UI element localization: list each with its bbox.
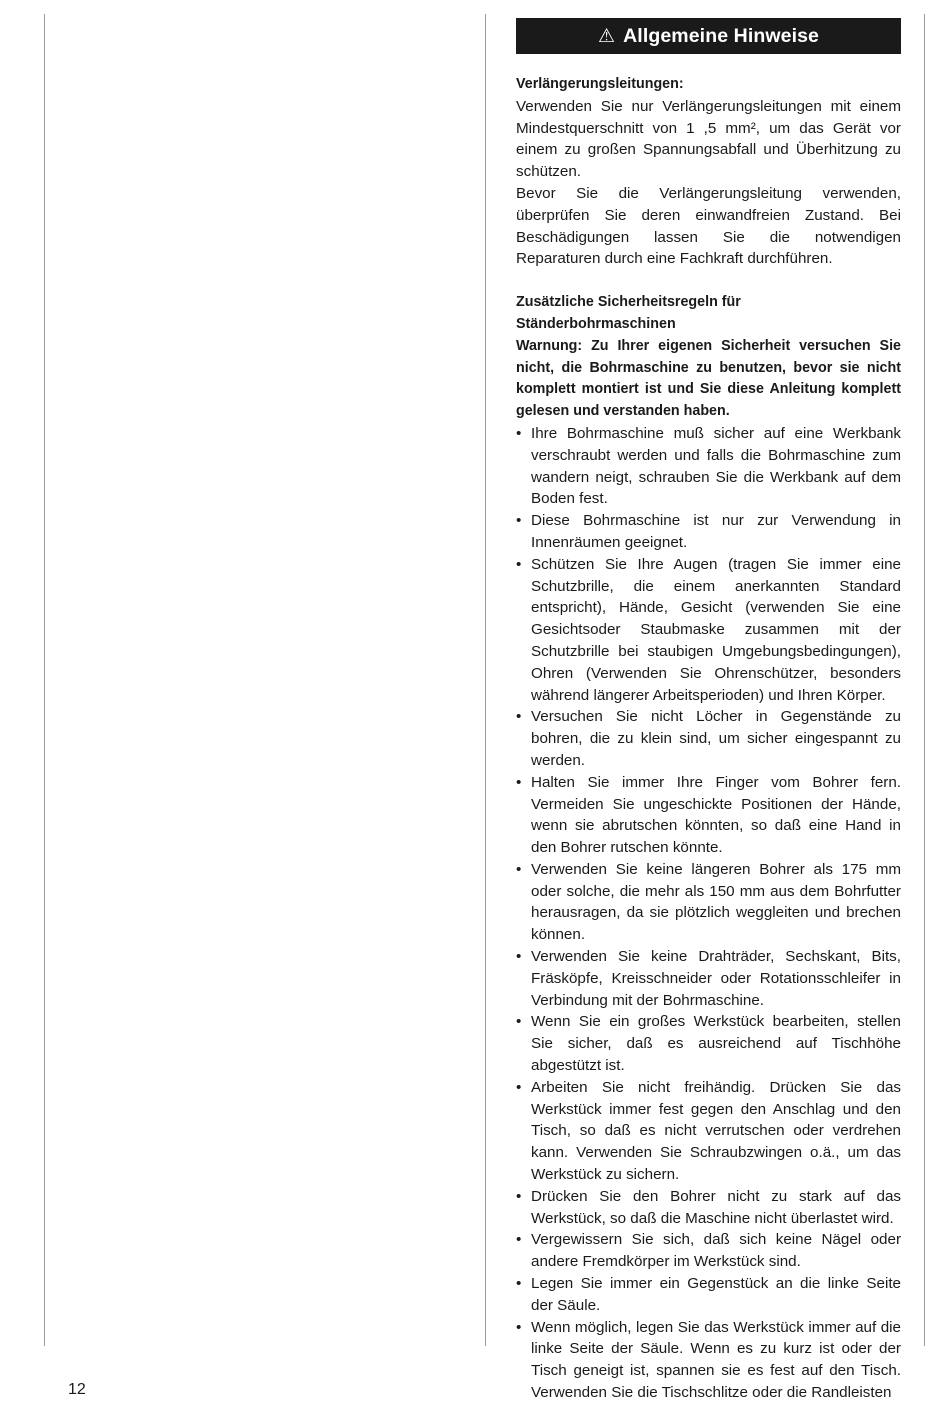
extension-cords-heading: Verlängerungsleitungen: <box>516 76 684 92</box>
list-item: • Verwenden Sie keine Drahträder, Sechskant, Bits, Fräsköpfe, Kreisschneider oder Rotationsschleifer in Verbindung mit der Bohrmaschine. <box>516 946 901 1011</box>
extension-cords-text-1: Verwenden Sie nur Verlängerungsleitungen mit einem Mindestquerschnitt von 1 ,5 mm², um das Gerät vor einem zu großen Spannungsabfall und Überhitzung zu schützen. <box>516 97 901 181</box>
extension-cords-section <box>516 74 901 270</box>
list-item: • Wenn möglich, legen Sie das Werkstück immer auf die linke Seite der Säule. Wenn es zu kurz ist oder der Tisch geneigt ist, spannen sie es fest auf den Tisch. Verwenden Sie die Tischschlitze oder die Randleisten <box>516 1317 901 1404</box>
safety-rules-heading: Zusätzliche Sicherheitsregeln für Ständerbohrmaschinen <box>516 294 741 332</box>
list-item: • Diese Bohrmaschine ist nur zur Verwendung in Innenräumen geeignet. <box>516 510 901 554</box>
list-item: • Versuchen Sie nicht Löcher in Gegenstände zu bohren, die zu klein sind, um sicher eingespannt zu werden. <box>516 706 901 771</box>
extension-cords-text-2: Bevor Sie die Verlängerungsleitung verwenden, überprüfen Sie deren einwandfreien Zustand. Bei Beschädigungen lassen Sie die notwendigen Reparaturen durch eine Fachkraft durchführen. <box>516 184 901 268</box>
list-item: • Arbeiten Sie nicht freihändig. Drücken Sie das Werkstück immer fest gegen den Anschlag und den Tisch, so daß es nicht verrutschen oder verdrehen kann. Verwenden Sie Schraubzwingen o.ä., um das Werkstück zu sichern. <box>516 1077 901 1186</box>
list-item: • Drücken Sie den Bohrer nicht zu stark auf das Werkstück, so daß die Maschine nicht überlastet wird. <box>516 1186 901 1230</box>
list-item: • Schützen Sie Ihre Augen (tragen Sie immer eine Schutzbrille, die einem anerkannten Standard entspricht), Hände, Gesicht (verwenden Sie eine Gesichtsoder Staubmaske zusammen mit der Schutzbrille bei staubigen Umgebungsbedingungen), Ohren (Verwenden Sie Ohrenschützer, besonders während längerer Arbeitsperioden) und Ihren Körper. <box>516 554 901 707</box>
safety-rules-list <box>516 423 901 1404</box>
left-margin-rule <box>44 14 45 1346</box>
right-text-column <box>516 18 901 1404</box>
list-item: • Wenn Sie ein großes Werkstück bearbeiten, stellen Sie sicher, daß es ausreichend auf Tischhöhe abgestützt ist. <box>516 1011 901 1076</box>
list-item: • Vergewissern Sie sich, daß sich keine Nägel oder andere Fremdkörper im Werkstück sind. <box>516 1229 901 1273</box>
center-column-rule <box>485 14 486 1346</box>
warning-triangle-icon: ⚠ <box>597 25 616 47</box>
list-item: • Verwenden Sie keine längeren Bohrer als 175 mm oder solche, die mehr als 150 mm aus dem Bohrfutter herausragen, da sie plötzlich weggleiten und brechen können. <box>516 859 901 946</box>
right-margin-rule <box>924 14 925 1346</box>
list-item: • Ihre Bohrmaschine muß sicher auf eine Werkbank verschraubt werden und falls die Bohrmaschine zum wandern neigt, schrauben Sie die Werkbank auf dem Boden fest. <box>516 423 901 510</box>
list-item: • Halten Sie immer Ihre Finger vom Bohrer fern. Vermeiden Sie ungeschickte Positionen der Hände, wenn sie abrutschen könnten, so daß eine Hand in den Bohrer rutschen könnte. <box>516 772 901 859</box>
section-header-bar <box>516 18 901 54</box>
safety-warning: Warnung: Zu Ihrer eigenen Sicherheit versuchen Sie nicht, die Bohrmaschine zu benutzen, bevor sie nicht komplett montiert ist und Sie diese Anleitung komplett gelesen und verstanden haben. <box>516 337 901 420</box>
section-header-title: Allgemeine Hinweise <box>623 24 820 47</box>
safety-rules-section <box>516 292 901 1404</box>
list-item: • Legen Sie immer ein Gegenstück an die linke Seite der Säule. <box>516 1273 901 1317</box>
page-number: 12 <box>68 1381 86 1398</box>
